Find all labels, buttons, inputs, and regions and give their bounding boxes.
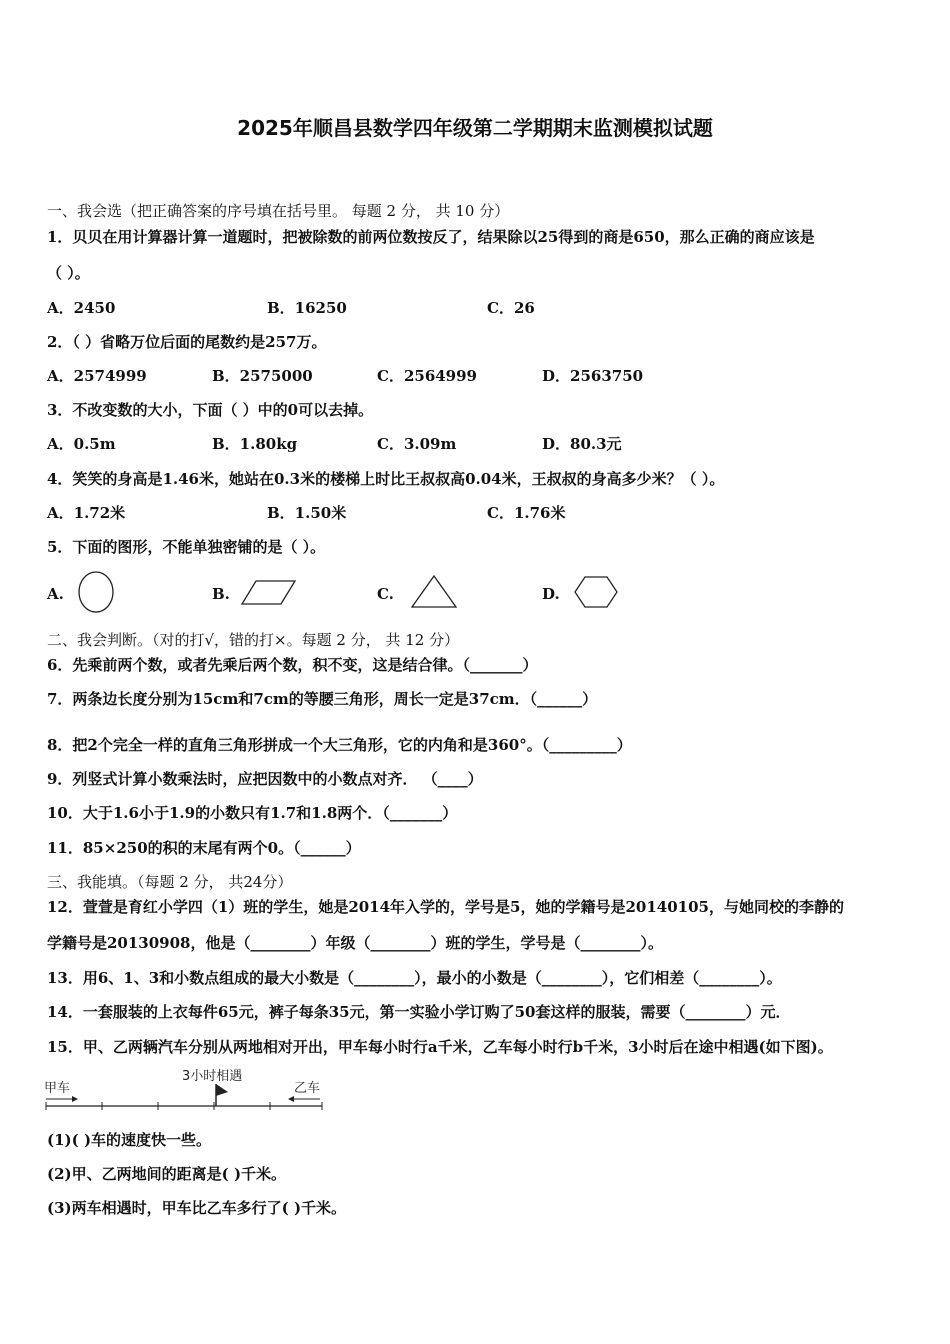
q13-text: 13．用6、1、3和小数点组成的最大小数是（________），最小的小数是（________），它们相差（________）。 [47, 969, 782, 987]
parallelogram-shape-icon [240, 577, 300, 609]
section3-heading: 三、我能填。（每题 2 分， 共24分） [47, 873, 293, 891]
q2-option-d: D．2563750 [542, 367, 644, 385]
q1-line1: 1．贝贝在用计算器计算一道题时，把被除数的前两位数按反了，结果除以25得到的商是650，那么正确的商应该是 [47, 228, 815, 246]
q5-option-d: D. [542, 585, 560, 603]
triangle-shape-icon [410, 573, 462, 611]
section1-heading: 一、我会选（把正确答案的序号填在括号里。 每题 2 分， 共 10 分） [47, 202, 510, 220]
q5-option-b: B. [212, 585, 230, 603]
q5-option-a: A. [47, 585, 64, 603]
flag-icon [216, 1084, 228, 1096]
q6-text: 6．先乘前两个数，或者先乘后两个数，积不变，这是结合律。（_______） [47, 656, 538, 674]
hexagon-shape-icon [573, 574, 621, 610]
q15-sub3: (3)两车相遇时，甲车比乙车多行了( )千米。 [47, 1199, 347, 1217]
q2-option-a: A．2574999 [47, 367, 147, 385]
q2-option-b: B．2575000 [212, 367, 313, 385]
left-arrow-head-icon [72, 1096, 78, 1102]
q1-option-a: A．2450 [47, 299, 116, 317]
q4-text: 4．笑笑的身高是1.46米，她站在0.3米的楼梯上时比王叔叔高0.04米，王叔叔的身高多少米？（ ）。 [47, 470, 725, 488]
q4-option-a: A．1.72米 [47, 504, 126, 522]
q1-option-b: B．16250 [267, 299, 347, 317]
q15-sub1: (1)( )车的速度快一些。 [47, 1131, 212, 1149]
q4-option-c: C．1.76米 [487, 504, 566, 522]
q9-text: 9．列竖式计算小数乘法时，应把因数中的小数点对齐． （____） [47, 770, 483, 788]
right-arrow-head-icon [288, 1096, 294, 1102]
q3-option-a: A．0.5m [47, 435, 116, 453]
q5-text: 5．下面的图形，不能单独密铺的是（ ）。 [47, 538, 326, 556]
q4-option-b: B．1.50米 [267, 504, 347, 522]
q10-text: 10．大于1.6小于1.9的小数只有1.7和1.8两个．（_______） [47, 804, 458, 822]
q3-option-c: C．3.09m [377, 435, 457, 453]
q7-text: 7．两条边长度分别为15cm和7cm的等腰三角形，周长一定是37cm．（______） [47, 690, 598, 708]
meeting-diagram [44, 1066, 334, 1114]
q3-option-b: B．1.80kg [212, 435, 298, 453]
q2-text: 2．（ ）省略万位后面的尾数约是257万。 [47, 333, 327, 351]
q1-line2: （ ）。 [47, 264, 90, 282]
q12-line2: 学籍号是20130908，他是（________）年级（________）班的学生，学号是（________）。 [47, 934, 663, 952]
meet-label: 3小时相遇 [182, 1069, 243, 1084]
q14-text: 14．一套服装的上衣每件65元，裤子每条35元，第一实验小学订购了50套这样的服装，需要（________）元． [47, 1003, 791, 1021]
page-title: 2025年顺昌县数学四年级第二学期期末监测模拟试题 [237, 116, 713, 140]
q12-line1: 12．萱萱是育红小学四（1）班的学生，她是2014年入学的，学号是5，她的学籍号是20140105，与她同校的李静的 [47, 898, 844, 916]
q8-text: 8．把2个完全一样的直角三角形拼成一个大三角形，它的内角和是360°。（_________） [47, 736, 632, 754]
q11-text: 11．85×250的积的末尾有两个0。（______） [47, 839, 361, 857]
left-car-label: 甲车 [44, 1081, 71, 1096]
right-car-label: 乙车 [294, 1081, 321, 1096]
q15-text: 15．甲、乙两辆汽车分别从两地相对开出，甲车每小时行a千米，乙车每小时行b千米，3小时后在途中相遇(如下图)。 [47, 1038, 833, 1056]
circle-shape-icon [75, 571, 119, 615]
q3-text: 3．不改变数的大小，下面（ ）中的0可以去掉。 [47, 401, 374, 419]
q2-option-c: C．2564999 [377, 367, 477, 385]
section2-heading: 二、我会判断。（对的打√，错的打×。每题 2 分， 共 12 分） [47, 631, 460, 649]
q15-sub2: (2)甲、乙两地间的距离是( )千米。 [47, 1165, 287, 1183]
q1-option-c: C．26 [487, 299, 535, 317]
q3-option-d: D．80.3元 [542, 435, 622, 453]
q5-option-c: C. [377, 585, 394, 603]
